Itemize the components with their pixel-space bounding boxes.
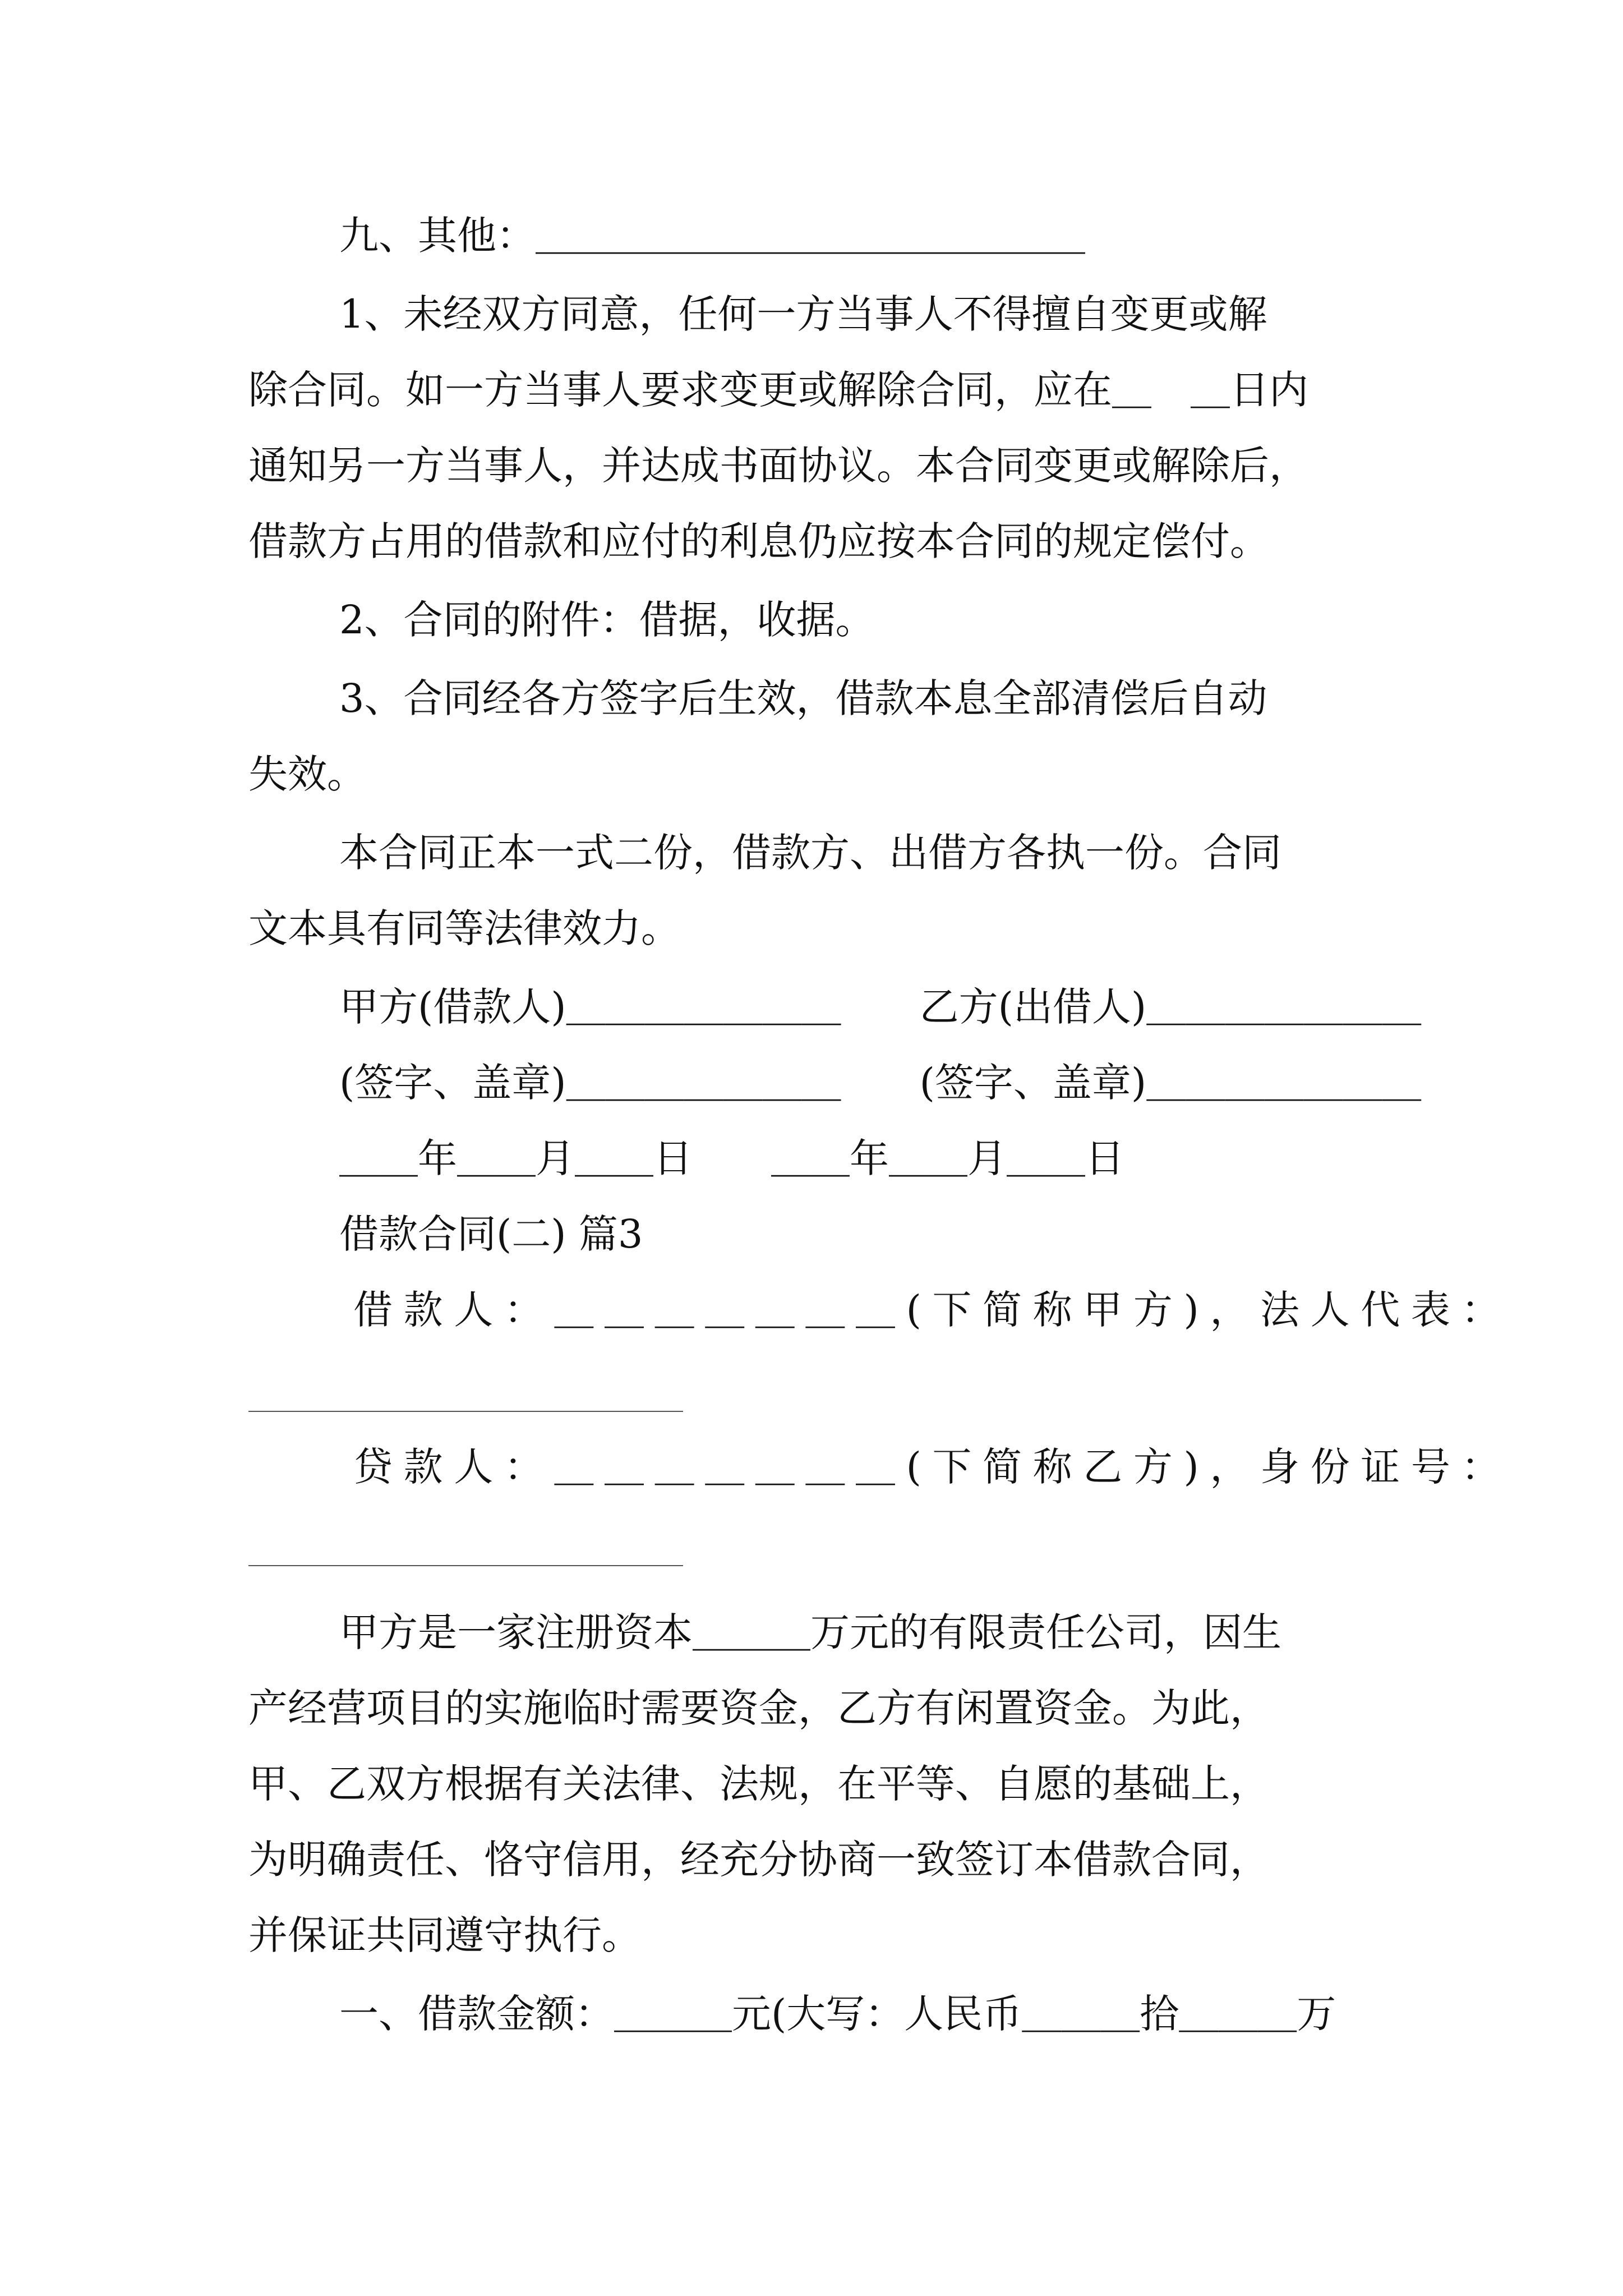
- paragraph-line: 失效。: [248, 751, 366, 797]
- paragraph-line: 为明确责任、恪守信用，经充分协商一致签订本借款合同，: [248, 1837, 1269, 1883]
- lender-line: 贷款人：＿＿＿＿＿＿＿(下简称乙方)，身份证号：: [353, 1444, 1512, 1490]
- clause-nine-heading: 九、其他：＿＿＿＿＿＿＿＿＿＿＿＿＿＿: [339, 213, 1085, 259]
- loan-amount-line: 一、借款金额：＿＿＿元(大写：人民币＿＿＿拾＿＿＿万: [339, 1991, 1336, 2037]
- section-title: 借款合同(二) 篇3: [339, 1211, 643, 1257]
- paragraph-line: 甲、乙双方根据有关法律、法规，在平等、自愿的基础上，: [248, 1761, 1269, 1807]
- signature-line-parties: 甲方(借款人)＿＿＿＿＿＿＿ 乙方(出借人)＿＿＿＿＿＿＿: [339, 984, 1422, 1030]
- paragraph-line: 文本具有同等法律效力。: [248, 905, 680, 951]
- blank-underline: [248, 1565, 683, 1566]
- paragraph-line: 本合同正本一式二份，借款方、出借方各执一份。合同: [339, 830, 1281, 876]
- paragraph-line: 除合同。如一方当事人要求变更或解除合同，应在＿ ＿日内: [248, 367, 1308, 413]
- paragraph-line: 产经营项目的实施临时需要资金，乙方有闲置资金。为此，: [248, 1685, 1269, 1731]
- paragraph-line: 1、未经双方同意，任何一方当事人不得擅自变更或解: [339, 291, 1267, 337]
- paragraph-line: 并保证共同遵守执行。: [248, 1912, 641, 1958]
- paragraph-line: 甲方是一家注册资本＿＿＿万元的有限责任公司，因生: [339, 1609, 1281, 1655]
- paragraph-line: 借款方占用的借款和应付的利息仍应按本合同的规定偿付。: [248, 518, 1269, 564]
- paragraph-line: 3、合同经各方签字后生效，借款本息全部清偿后自动: [339, 675, 1267, 721]
- borrower-line: 借款人：＿＿＿＿＿＿＿(下简称甲方)，法人代表：: [353, 1287, 1512, 1333]
- signature-line-date: ＿＿年＿＿月＿＿日 ＿＿年＿＿月＿＿日: [339, 1135, 1124, 1181]
- paragraph-line: 2、合同的附件：借据，收据。: [339, 597, 875, 643]
- blank-underline: [248, 1411, 683, 1412]
- paragraph-line: 通知另一方当事人，并达成书面协议。本合同变更或解除后，: [248, 443, 1308, 489]
- signature-line-seal: (签字、盖章)＿＿＿＿＿＿＿ (签字、盖章)＿＿＿＿＿＿＿: [339, 1060, 1422, 1106]
